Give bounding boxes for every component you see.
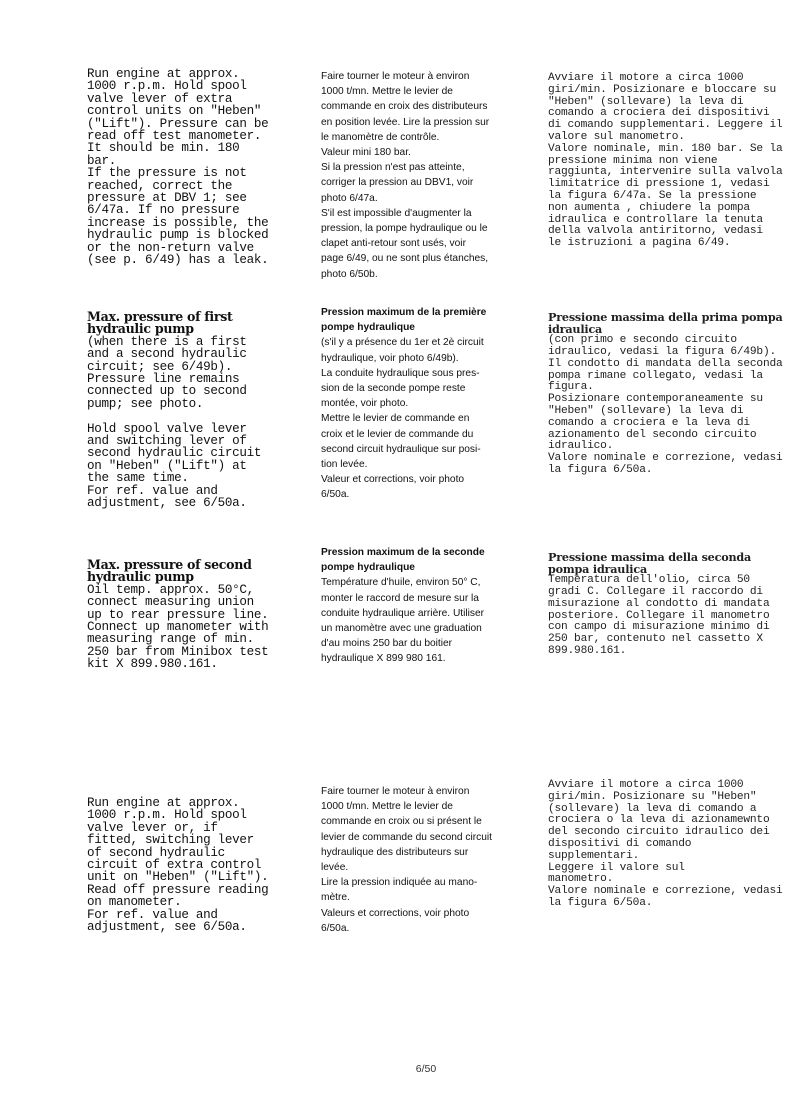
section4-french — [321, 784, 521, 936]
section2-english-heading: Max. pressure of first hydraulic pump — [87, 309, 233, 337]
section3-italian — [548, 552, 783, 658]
section3-english-heading: Max. pressure of second hydraulic pump — [87, 557, 252, 585]
section4-italian — [548, 780, 783, 910]
section2-english — [87, 311, 297, 510]
page-number: 6/50 — [415, 1063, 437, 1075]
section4-french-text: Faire tourner le moteur à environ 1000 t/mn. Mettre le levier de commande en croix ou si présent le levier de commande du second circuit hydraulique des distributeurs sur levée. Lire la pression indiquée au mano- mètre. Valeurs et corrections, voir photo 6/50a. — [321, 786, 493, 934]
section2-italian-text: (con primo e secondo circuito idraulico, vedasi la figura 6/49b). Il condotto di mandata della seconda pompa rimane collegato, vedasi la figura. Posizionare contemporaneamente su "Heben" (sollevare) la leva di comando a crociera e la leva di azionamento del secondo circuito idraulico. Valore nominale e correzione, vedasi la figura 6/50a. — [548, 334, 783, 476]
section1-italian-text: Avviare il motore a circa 1000 giri/min. Posizionare e bloccare su "Heben" (sollevare) la leva di comando a crociera dei dispositivi di comando supplementari. Leggere il valore sul manometro. Valore nominale, min. 180 bar. Se la pressione minima non viene raggiunta, intervenire sulla valvola limitatrice di pressione 1, vedasi la figura 6/47a. Se la pressione non aumenta , chiudere la pompa idraulica e controllare la tenuta della valvola antiritorno, vedasi le istruzioni a pagina 6/49. — [548, 72, 783, 250]
section1-english — [87, 68, 297, 267]
section1-english-text: Run engine at approx. 1000 r.p.m. Hold spool valve lever of extra control units on "Heben" ("Lift"). Pressure can be read off test manometer. It should be min. 180 bar. If the pressure is not reached, correct the pressure at DBV 1; see 6/47a. If no pressure increase is possible, the hydraulic pump is blocked or the non-return valve (see p. 6/49) has a leak. — [87, 67, 269, 268]
section1-italian — [548, 73, 783, 250]
section1-french — [321, 69, 521, 282]
section3-french-text: Température d'huile, environ 50° C, monter le raccord de mesure sur la conduite hydraulique arrière. Utiliser un manomètre avec une graduation d'au moins 250 bar du boitier hydraulique X 899 980 161. — [321, 577, 485, 665]
section2-french-text: (s'il y a présence du 1er et 2è circuit hydraulique, voir photo 6/49b). La conduite hydraulique sous pres- sion de la seconde pompe reste montée, voir photo. Mettre le levier de commande en croix et le levier de commande du second circuit hydraulique sur posi- tion levée. Valeur et corrections, voir photo 6/50a. — [321, 337, 484, 501]
section3-french-heading: Pression maximum de la seconde pompe hydraulique — [321, 547, 485, 574]
section3-italian-text: Temperatura dell'olio, circa 50 gradi C. Collegare il raccordo di misurazione al condotto di mandata posteriore. Collegare il manometro con campo di misurazione minimo di 250 bar, contenuto nel cassetto X 899.980.161. — [548, 574, 770, 657]
section2-french — [321, 305, 521, 503]
section2-french-heading: Pression maximum de la première pompe hydraulique — [321, 307, 487, 334]
section3-italian-heading: Pressione massima della seconda pompa idraulica — [548, 550, 752, 576]
section4-english — [87, 797, 302, 933]
section2-italian-heading: Pressione massima della prima pompa idraulica — [548, 310, 783, 336]
section2-italian — [548, 312, 783, 477]
section4-italian-text: Avviare il motore a circa 1000 giri/min. Posizionare su "Heben" (sollevare) la leva di comando a crociera o la leva di azionamewnto del secondo circuito idraulico dei dispositivi di comando supplementari. Leggere il valore sul manometro. Valore nominale e correzione, vedasi la figura 6/50a. — [548, 779, 783, 909]
section4-english-text: Run engine at approx. 1000 r.p.m. Hold spool valve lever or, if fitted, switching lever of second hydraulic circuit of extra control unit on "Heben" ("Lift"). Read off pressure reading on manometer. For ref. value and adjustment, see 6/50a. — [87, 796, 269, 935]
section3-english — [87, 559, 302, 671]
section1-french-text: Faire tourner le moteur à environ 1000 t/mn. Mettre le levier de commande en croix des distributeurs en position levée. Lire la pression sur le manomètre de contrôle. Valeur mini 180 bar. Si la pression n'est pas atteinte, corriger la pression au DBV1, voir photo 6/47a. S'il est impossible d'augmenter la pression, la pompe hydraulique ou le clapet anti-retour sont usés, voir page 6/49, ou ne sont plus étanches, photo 6/50b. — [321, 71, 490, 280]
section3-french — [321, 545, 521, 667]
section3-english-text: Oil temp. approx. 50°C, connect measuring union up to rear pressure line. Connect up manometer with measuring range of min. 250 bar from Minibox test kit X 899.980.161. — [87, 582, 269, 672]
section2-english-text: (when there is a first and a second hydraulic circuit; see 6/49b). Pressure line remains connected up to second pump; see photo. Hold spool valve lever and switching lever of second hydraulic circuit on "Heben" ("Lift") at the same time. For ref. value and adjustment, see 6/50a. — [87, 334, 262, 511]
